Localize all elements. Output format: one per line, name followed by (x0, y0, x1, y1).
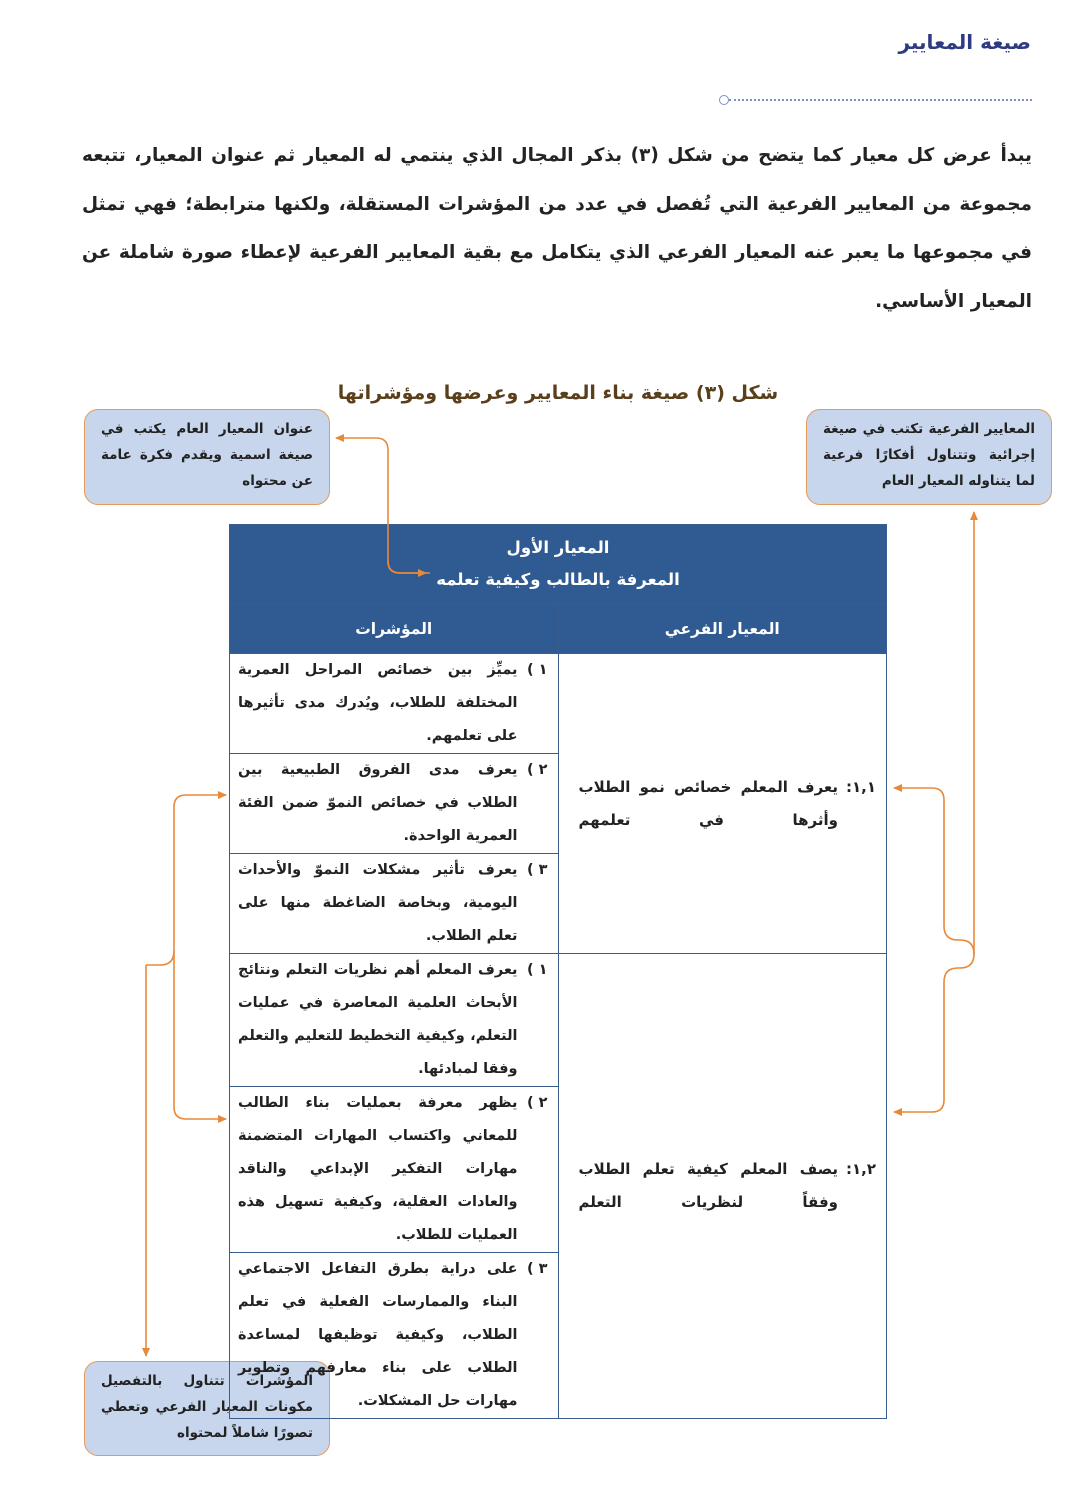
title-dotted-rule (729, 99, 1032, 101)
page-title: صيغة المعايير (898, 30, 1031, 54)
indicator-number: ٣ ) (526, 1261, 548, 1277)
sub-standard-text: يعرف المعلم خصائص نمو الطلاب وأثرها في تعلمهم (578, 777, 838, 829)
sub-standard-text: يصف المعلم كيفية تعلم الطلاب وفقاً لنظريات التعلم (578, 1160, 838, 1211)
indicator-text: يعرف مدى الفروق الطبيعية بين الطلاب في خصائص النموّ ضمن الفئة العمرية الواحدة. (238, 762, 518, 844)
sub-standard-number: ١,٢: (845, 1160, 876, 1178)
standard-number: المعيار الأول (506, 538, 610, 557)
indicator-number: ٣ ) (526, 862, 548, 878)
sub-standard-cell (558, 954, 887, 1419)
indicator-text: على دراية بطرق التفاعل الاجتماعي البناء والممارسات الفعلية في تعلم الطلاب، وكيفية توظيفها لمساعدة الطلاب على بناء معارفهم وتطوير مهارات حل المشكلات. (238, 1261, 518, 1409)
indicator-number: ١ ) (526, 662, 548, 678)
indicator-cell (230, 954, 559, 1087)
indicator-text: يعرف تأثير مشكلات النموّ والأحداث اليومية، وبخاصة الضاغطة منها على تعلم الطلاب. (238, 862, 518, 944)
indicator-text: يميِّز بين خصائص المراحل العمرية المختلفة للطلاب، ويُدرك مدى تأثيرها على تعلمهم. (238, 662, 518, 744)
callout-indicators: المؤشرات تتناول بالتفصيل مكونات المعيار الفرعي وتعطي تصورًا شاملاً لمحتواه (84, 1361, 330, 1456)
indicator-number: ١ ) (526, 962, 548, 978)
arrow-ind-branch-top (146, 795, 226, 965)
standards-table (229, 524, 887, 1419)
table-row (230, 954, 887, 1087)
intro-paragraph: يبدأ عرض كل معيار كما يتضح من شكل (٣) بذكر المجال الذي ينتمي له المعيار ثم عنوان المعيار، تتبعه مجموعة من المعايير الفرعية التي تُفصل في عدد من المؤشرات المستقلة، ولكنها مترابطة؛ فهي تمثل في مجموعها ما يعبر عنه المعيار الفرعي الذي يتكامل مع بقية المعايير الفرعية لإعطاء صورة شاملة عن المعيار الأساسي. (82, 145, 1032, 312)
column-header-sub: المعيار الفرعي (558, 604, 887, 654)
indicator-number: ٢ ) (526, 762, 548, 778)
column-header-indicators: المؤشرات (230, 604, 559, 654)
indicator-cell (230, 754, 559, 854)
standard-title: المعرفة بالطالب وكيفية تعلمه (436, 570, 680, 589)
indicator-cell (230, 1253, 559, 1419)
arrow-ind-branch-bottom (174, 951, 226, 1119)
indicator-text: يظهر معرفة بعمليات بناء الطالب للمعاني واكتساب المهارات المتضمنة مهارات التفكير الإبداعي والناقد والعادات العقلية، وكيفية تسهيل هذه العمليات للطلاب. (238, 1095, 518, 1243)
indicator-cell (230, 1087, 559, 1253)
table-row (230, 654, 887, 754)
indicator-cell (230, 654, 559, 754)
indicator-number: ٢ ) (526, 1095, 548, 1111)
indicator-cell (230, 854, 559, 954)
sub-standard-number: ١,١: (845, 777, 876, 796)
figure-caption: شكل (٣) صيغة بناء المعايير وعرضها ومؤشراتها (337, 382, 779, 404)
sub-standard-cell (558, 654, 887, 954)
arrow-sub-branch-bottom (894, 954, 974, 1112)
arrow-sub-branch-top (894, 788, 974, 954)
standard-title-cell (230, 525, 887, 604)
callout-general-standard: عنوان المعيار العام يكتب في صيغة اسمية ويقدم فكرة عامة عن محتواه (84, 409, 330, 505)
title-rule-dot (719, 95, 729, 105)
callout-sub-standards: المعايير الفرعية تكتب في صيغة إجرائية وتتناول أفكارًا فرعية لما يتناوله المعيار العام (806, 409, 1052, 505)
indicator-text: يعرف المعلم أهم نظريات التعلم ونتائج الأبحاث العلمية المعاصرة في عمليات التعلم، وكيفية التخطيط للتعليم والتعلم وفقا لمبادئها. (238, 962, 518, 1077)
